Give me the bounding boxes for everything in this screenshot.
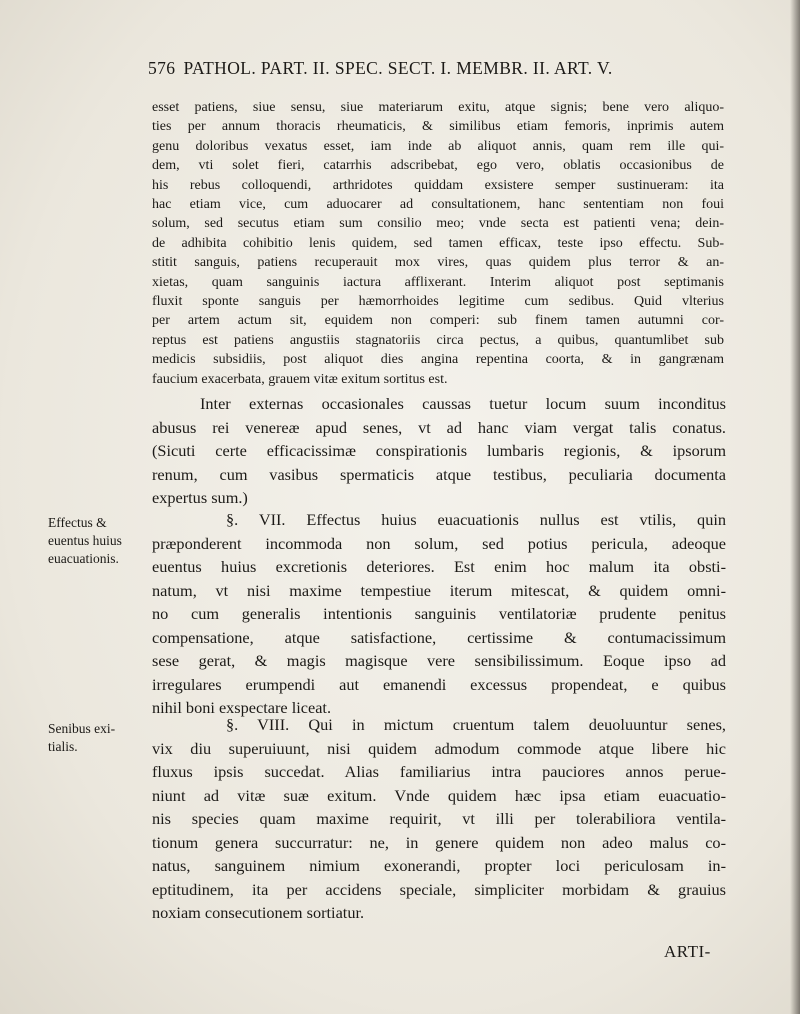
text-line: expertus sum.) — [152, 488, 248, 507]
margin-note-line: Effectus & — [48, 515, 107, 530]
text-line: reptus est patiens angustiis stagnatoriis circa pectus, a quibus, quantumlibet sub — [152, 332, 724, 348]
text-line: medicis subsidiis, post aliquot dies angina repentina coorta, & in gangrænam — [152, 352, 724, 368]
text-line: Inter externas occasionales caussas tuetur locum suum inconditus — [200, 394, 726, 413]
text-line: euentus huius excretionis deteriores. Est enim hoc malum ita obsti- — [152, 557, 726, 576]
text-line: natus, sanguinem nimium exonerandi, propter loci periculosam in- — [152, 856, 726, 875]
text-line: (Sicuti certe efficacissimæ conspirationis lumbaris regionis, & ipsorum — [152, 441, 726, 460]
text-line: natum, vt nisi maxime tempestiue iterum mitescat, & quidem omni- — [152, 580, 726, 600]
catchword: ARTI- — [664, 942, 711, 961]
text-line: no cum generalis intentionis sanguinis ventilatoriæ prudente penitus — [152, 604, 726, 623]
text-line: §. VIII. Qui in mictum cruentum talem deuoluuntur senes, — [226, 715, 726, 734]
text-line: irregulares erumpendi aut emanendi excessus propendeat, e quibus — [152, 674, 726, 694]
text-line: his rebus colloquendi, arthridotes quiddam exsistere semper sustinueram: ita — [152, 177, 724, 193]
paragraph-external-causes — [152, 392, 726, 510]
text-line: abusus rei venereæ apud senes, vt ad hanc viam vergat talis conatus. — [152, 417, 726, 437]
running-head — [148, 58, 708, 79]
text-line: eptitudinem, ita per accidens speciale, simpliciter morbidam & grauius — [152, 879, 726, 899]
text-line: hac etiam vice, cum aduocarer ad consultationem, hanc sententiam non foui — [152, 197, 724, 213]
text-line: xietas, quam sanguinis iactura afflixerant. Interim aliquot post septimanis — [152, 274, 724, 290]
text-line: sese gerat, & magis magisque vere sensibilissimum. Eoque ipso ad — [152, 651, 726, 670]
running-head-title: PATHOL. PART. II. SPEC. SECT. I. MEMBR. II. ART. V. — [183, 58, 613, 78]
text-line: præponderent incommoda non solum, sed potius pericula, adeoque — [152, 533, 726, 553]
text-line: per artem actum sit, equidem non comperi: sub finem tamen autumni cor- — [152, 313, 724, 329]
small-print-case-report — [152, 98, 724, 389]
margin-note-line: euentus huius — [48, 533, 122, 548]
margin-note-section-7 — [48, 514, 148, 568]
text-line: genu doloribus vexatus esset, iam inde ab aliquot annis, quam rem ille qui- — [152, 138, 724, 154]
text-line: nihil boni exspectare liceat. — [152, 698, 332, 717]
text-line: solum, sed secutus etiam sum consilio meo; vnde secta est patienti vena; dein- — [152, 216, 724, 232]
text-line: renum, cum vasibus spermaticis atque testibus, peculiaria documenta — [152, 464, 726, 484]
text-line: vix diu superuiuunt, nisi quidem admodum commode atque libere hic — [152, 738, 726, 758]
page-number: 576 — [148, 58, 176, 78]
text-line: fluxus ipsis succedat. Alias familiarius intra pauciores annos perue- — [152, 762, 726, 781]
text-line: nis species quam maxime requirit, vt illi per tolerabiliora ventila- — [152, 809, 726, 828]
margin-note-line: euacuationis. — [48, 551, 119, 566]
text-line: §. VII. Effectus huius euacuationis nullus est vtilis, quin — [226, 510, 726, 529]
section-7-paragraph — [152, 508, 726, 720]
text-line: esset patiens, siue sensu, siue materiarum exitu, atque signis; bene vero aliquo- — [152, 100, 724, 115]
text-line: compensatione, atque satisfactione, certissime & contumacissimum — [152, 627, 726, 647]
section-8-paragraph — [152, 713, 726, 925]
text-line: ties per annum thoracis rheumaticis, & similibus etiam femoris, inprimis autem — [152, 119, 724, 135]
text-line: fluxit sponte sanguis per hæmorrhoides legitime cum sedibus. Quid vlterius — [152, 294, 724, 310]
text-line: niunt ad vitæ suæ exitum. Vnde quidem hæc ipsa etiam euacuatio- — [152, 785, 726, 805]
text-line: faucium exacerbata, grauem vitæ exitum sortitus est. — [152, 371, 448, 387]
text-line: stitit sanguis, patiens recuperauit mox vires, quas quidem plus terror & an- — [152, 255, 724, 271]
margin-note-line: tialis. — [48, 739, 78, 754]
text-line: tionum genera succurratur: ne, in genere quidem non adeo malus co- — [152, 832, 726, 852]
page-gutter-shadow — [790, 0, 800, 1014]
text-line: de adhibita cohibitio lenis quidem, sed tamen efficax, teste ipso effectu. Sub- — [152, 235, 724, 251]
margin-note-line: Senibus exi- — [48, 721, 116, 736]
text-line: dem, vti solet fieri, catarrhis adscribebat, ego vero, oblatis occasionibus de — [152, 158, 724, 174]
text-line: noxiam consecutionem sortiatur. — [152, 903, 365, 922]
margin-note-section-8 — [48, 720, 148, 756]
